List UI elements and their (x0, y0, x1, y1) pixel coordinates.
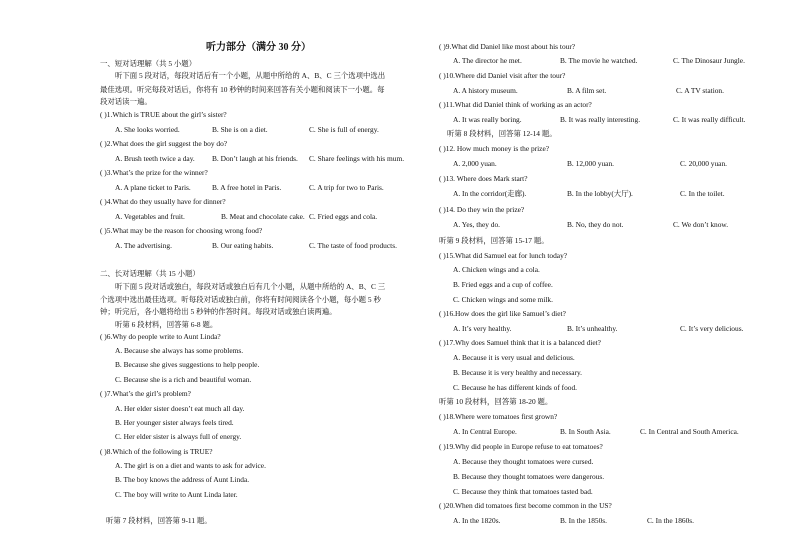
part2-heading: 二、长对话理解（共 15 小题） (100, 269, 200, 278)
option-a: A. It’s very healthy. (453, 324, 512, 333)
option-a: A. The advertising. (115, 241, 172, 250)
option-c: C. Because they think that tomatoes tasted bad. (453, 487, 593, 496)
option-c: C. The Dinosaur Jungle. (673, 56, 745, 65)
option-b: B. It’s unhealthy. (567, 324, 618, 333)
option-a: A. Because she always has some problems. (115, 346, 244, 355)
question-11-stem: ( )11.What did Daniel think of working as an actor? (439, 100, 592, 109)
option-a: A. Vegetables and fruit. (115, 212, 185, 221)
option-a: A. Chicken wings and a cola. (453, 265, 540, 274)
option-a: A. In the corridor(走廊). (453, 189, 527, 198)
question-6-stem: ( )6.Why do people write to Aunt Linda? (100, 332, 221, 341)
option-b: B. Don’t laugh at his friends. (212, 154, 298, 163)
option-b: B. In South Asia. (560, 427, 611, 436)
option-b: B. Our eating habits. (212, 241, 274, 250)
option-c: C. The taste of food products. (309, 241, 397, 250)
question-17-stem: ( )17.Why does Samuel think that it is a balanced diet? (439, 338, 601, 347)
option-c: C. The boy will write to Aunt Linda later. (115, 490, 238, 499)
option-b: B. The boy knows the address of Aunt Linda. (115, 475, 250, 484)
option-b: B. In the 1850s. (560, 516, 608, 525)
option-a: A. A plane ticket to Paris. (115, 183, 191, 192)
question-8-stem: ( )8.Which of the following is TRUE? (100, 447, 213, 456)
question-20-stem: ( )20.When did tomatoes first become common in the US? (439, 501, 612, 510)
question-1-stem: ( )1.Which is TRUE about the girl’s sister? (100, 110, 227, 119)
option-c: C. Her elder sister is always full of energy. (115, 432, 242, 441)
option-b: B. 12,000 yuan. (567, 159, 615, 168)
material-9-note: 听第 9 段材料，回答第 15-17 题。 (439, 236, 549, 245)
question-10-stem: ( )10.Where did Daniel visit after the tour? (439, 71, 566, 80)
option-a: A. Because they thought tomatoes were cursed. (453, 457, 594, 466)
option-a: A. Yes, they do. (453, 220, 501, 229)
question-14-stem: ( )14. Do they win the prize? (439, 205, 525, 214)
part1-instruction-line: 听下面 5 段对话，每段对话后有一个小题，从题中所给的 A、B、C 三个选项中选出 (115, 71, 386, 80)
question-19-stem: ( )19.Why did people in Europe refuse to eat tomatoes? (439, 442, 603, 451)
option-b: B. Because it is very healthy and necessary. (453, 368, 583, 377)
option-c: C. It was really difficult. (673, 115, 746, 124)
option-a: A. 2,000 yuan. (453, 159, 497, 168)
option-b: B. Her younger sister always feels tired. (115, 418, 234, 427)
option-c: C. It’s very delicious. (680, 324, 744, 333)
material-7-note: 听第 7 段材料，回答第 9-11 题。 (106, 516, 212, 525)
option-a: A. In the 1820s. (453, 516, 501, 525)
option-c: C. 20,000 yuan. (680, 159, 728, 168)
part2-instruction-line: 钟；听完后，各小题将给出 5 秒钟的作答时间。每段对话或独白读两遍。 (100, 307, 337, 316)
option-c: C. Share feelings with his mum. (309, 154, 405, 163)
option-c: C. Because he has different kinds of food. (453, 383, 578, 392)
question-9-stem: ( )9.What did Daniel like most about his tour? (439, 42, 576, 51)
option-a: A. A history museum. (453, 86, 518, 95)
question-3-stem: ( )3.What’s the prize for the winner? (100, 168, 208, 177)
material-8-note: 听第 8 段材料，回答第 12-14 题。 (447, 129, 557, 138)
part1-heading: 一、短对话理解（共 5 小题） (100, 59, 197, 68)
part1-instruction-line: 最佳选项。听完每段对话后，你将有 10 秒钟的时间来回答有关小题和阅读下一小题。每 (100, 85, 385, 94)
material-6-note: 听第 6 段材料，回答第 6-8 题。 (115, 320, 218, 329)
page-title: 听力部分（满分 30 分） (206, 42, 311, 53)
part2-instruction-line: 听下面 5 段对话或独白，每段对话或独白后有几个小题，从题中所给的 A、B、C 三 (115, 282, 386, 291)
option-c: C. In Central and South America. (640, 427, 739, 436)
option-c: C. Fried eggs and cola. (309, 212, 378, 221)
option-b: B. In the lobby(大厅). (567, 189, 633, 198)
option-c: C. She is full of energy. (309, 125, 379, 134)
question-12-stem: ( )12. How much money is the prize? (439, 144, 550, 153)
question-15-stem: ( )15.What did Samuel eat for lunch today? (439, 251, 568, 260)
option-a: A. The director he met. (453, 56, 522, 65)
option-b: B. A film set. (567, 86, 607, 95)
option-b: B. She is on a diet. (212, 125, 268, 134)
right-column (430, 0, 794, 560)
question-4-stem: ( )4.What do they usually have for dinner? (100, 197, 226, 206)
part1-instruction-line: 段对话读一遍。 (100, 97, 152, 106)
question-13-stem: ( )13. Where does Mark start? (439, 174, 528, 183)
option-b: B. Meat and chocolate cake. (221, 212, 305, 221)
option-b: B. No, they do not. (567, 220, 624, 229)
option-b: B. Because she gives suggestions to help people. (115, 360, 260, 369)
option-b: B. It was really interesting. (560, 115, 641, 124)
option-a: A. Because it is very usual and delicious. (453, 353, 575, 362)
option-a: A. It was really boring. (453, 115, 522, 124)
option-b: B. Because they thought tomatoes were dangerous. (453, 472, 605, 481)
option-a: A. Her elder sister doesn’t eat much all day. (115, 404, 245, 413)
option-a: A. She looks worried. (115, 125, 180, 134)
question-5-stem: ( )5.What may be the reason for choosing wrong food? (100, 226, 263, 235)
question-16-stem: ( )16.How does the girl like Samuel’s diet? (439, 309, 566, 318)
material-10-note: 听第 10 段材料，回答第 18-20 题。 (439, 397, 553, 406)
option-c: C. Because she is a rich and beautiful woman. (115, 375, 252, 384)
question-7-stem: ( )7.What’s the girl’s problem? (100, 389, 191, 398)
option-b: B. Fried eggs and a cup of coffee. (453, 280, 553, 289)
option-b: B. A free hotel in Paris. (212, 183, 282, 192)
question-18-stem: ( )18.Where were tomatoes first grown? (439, 412, 558, 421)
option-a: A. In Central Europe. (453, 427, 517, 436)
option-b: B. The movie he watched. (560, 56, 638, 65)
option-a: A. Brush teeth twice a day. (115, 154, 195, 163)
option-c: C. In the toilet. (680, 189, 725, 198)
option-a: A. The girl is on a diet and wants to ask for advice. (115, 461, 266, 470)
option-c: C. A trip for two to Paris. (309, 183, 384, 192)
option-c: C. In the 1860s. (647, 516, 695, 525)
option-c: C. A TV station. (676, 86, 724, 95)
option-c: C. Chicken wings and some milk. (453, 295, 553, 304)
part2-instruction-line: 个选项中选出最佳选项。听每段对话或独白前，你将有时间阅读各个小题，每小题 5 秒 (100, 295, 381, 304)
question-2-stem: ( )2.What does the girl suggest the boy do? (100, 139, 228, 148)
option-c: C. We don’t know. (673, 220, 729, 229)
